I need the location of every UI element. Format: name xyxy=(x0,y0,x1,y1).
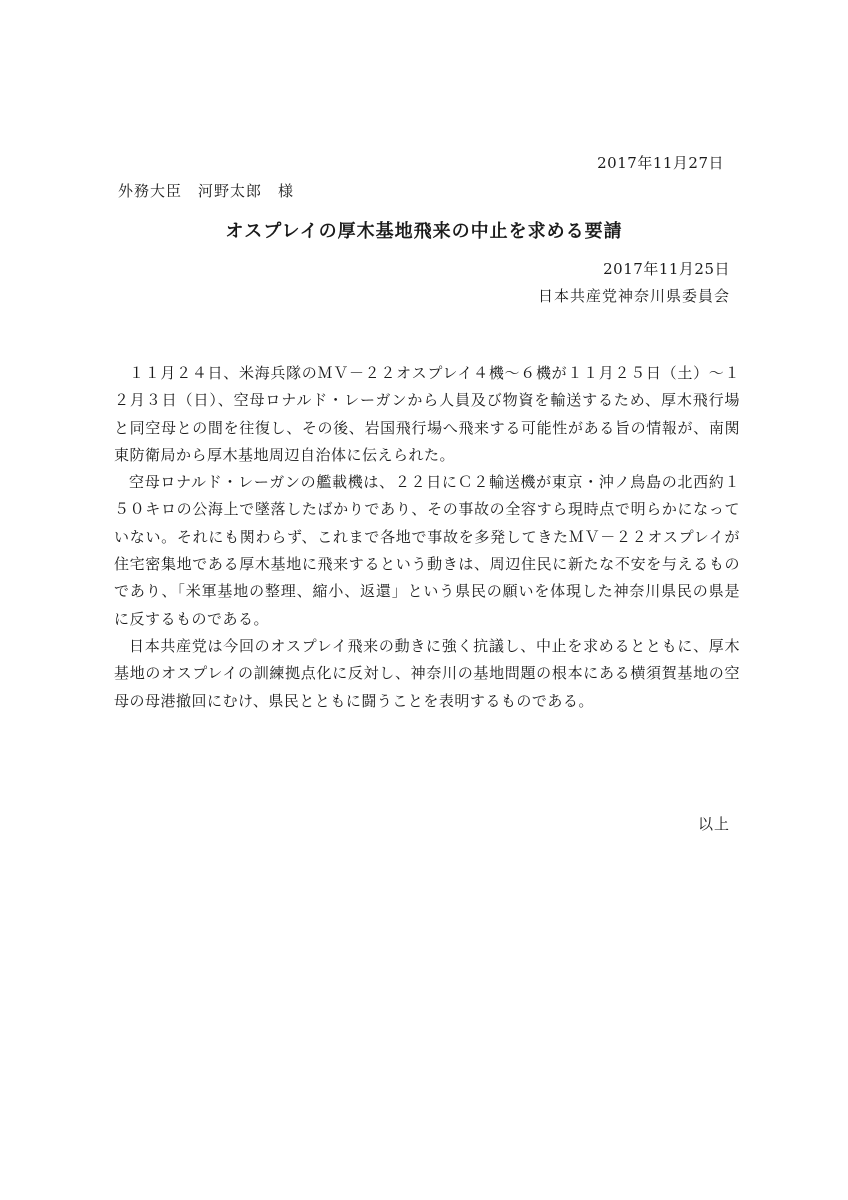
body-text xyxy=(114,360,740,715)
body-paragraph: 空母ロナルド・レーガンの艦載機は、２２日にＣ２輸送機が東京・沖ノ鳥島の北西約１５０キロの公海上で墜落したばかりであり、その事故の全容すら現時点で明らかになっていない。それにも関わらず、これまで各地で事故を多発してきたＭＶ－２２オスプレイが住宅密集地である厚木基地に飛来するという動きは、周辺住民に新たな不安を与えるものであり、「米軍基地の整理、縮小、返還」という県民の願いを体現した神奈川県民の県是に反するものである。 xyxy=(114,473,740,628)
body-paragraph: １１月２４日、米海兵隊のＭＶ－２２オスプレイ４機～６機が１１月２５日（土）～１２月３日（日）、空母ロナルド・レーガンから人員及び物資を輸送するため、厚木飛行場と同空母との間を往復し、その後、岩国飛行場へ飛来する可能性がある旨の情報が、南関東防衛局から厚木基地周辺自治体に伝えられた。 xyxy=(114,364,740,464)
sender-organization: 日本共産党神奈川県委員会 xyxy=(537,287,730,305)
document-title: オスプレイの厚木基地飛来の中止を求める要請 xyxy=(225,221,623,242)
closing-mark: 以上 xyxy=(697,815,730,833)
request-date: 2017年11月25日 xyxy=(603,260,730,278)
letter-date: 2017年11月27日 xyxy=(597,154,724,172)
addressee: 外務大臣 河野太郎 様 xyxy=(118,182,295,200)
body-paragraph: 日本共産党は今回のオスプレイ飛来の動きに強く抗議し、中止を求めるとともに、厚木基地のオスプレイの訓練拠点化に反対し、神奈川の基地問題の根本にある横須賀基地の空母の母港撤回にむけ、県民とともに闘うことを表明するものである。 xyxy=(114,636,740,710)
